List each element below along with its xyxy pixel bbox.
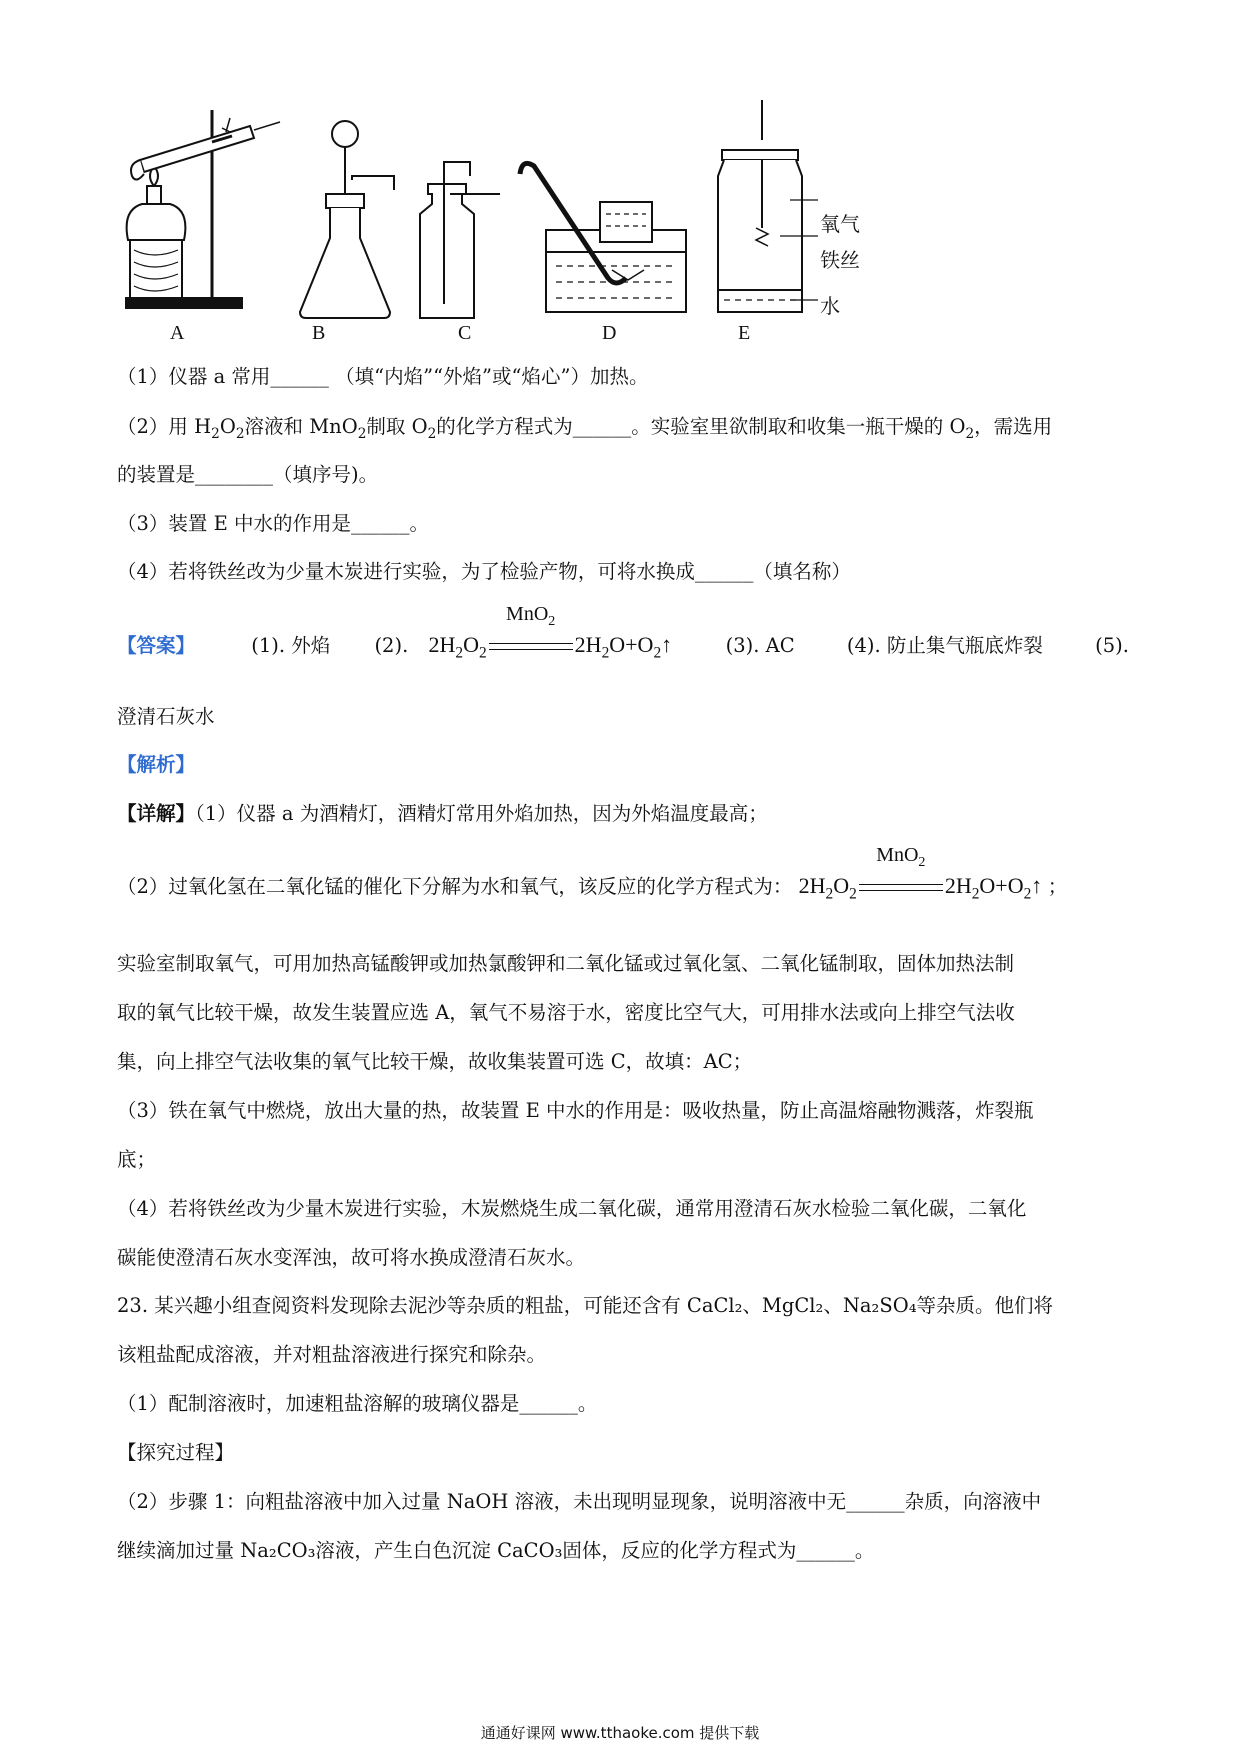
analysis-9: 碳能使澄清石灰水变浑浊，故可将水换成澄清石灰水。 — [117, 1246, 586, 1269]
label-b: B — [312, 322, 326, 344]
label-water: 水 — [820, 294, 840, 318]
footer: 通通好课网 www.tthaoke.com 提供下载 — [480, 1724, 760, 1742]
label-e: E — [738, 322, 751, 344]
label-iron-wire: 铁丝 — [820, 248, 860, 272]
apparatus-d — [520, 163, 686, 312]
label-c: C — [458, 322, 472, 344]
analysis-head: 【解析】 — [117, 753, 196, 776]
label-a: A — [170, 322, 185, 344]
answer-head: 【答案】 — [117, 634, 196, 657]
question-2-line2: 的装置是________（填序号)。 — [117, 463, 379, 486]
analysis-7: 底； — [117, 1148, 157, 1171]
apparatus-c — [420, 162, 500, 318]
q23-line4: 【探究过程】 — [117, 1441, 235, 1464]
question-1: （1）仪器 a 常用______ （填“内焰”“外焰”或“焰心”）加热。 — [117, 365, 649, 388]
analysis-2: （2）过氧化氢在二氧化锰的催化下分解为水和氧气，该反应的化学方程式为： $2H_2O_2$ MnO$_2$ $2H_2O+O_2↑$ ； — [117, 844, 1068, 903]
analysis-8: （4）若将铁丝改为少量木炭进行实验，木炭燃烧生成二氧化碳，通常用澄清石灰水检验二氧化碳，二氧化 — [117, 1197, 1027, 1220]
q23-line3: （1）配制溶液时，加速粗盐溶解的玻璃仪器是______。 — [117, 1392, 598, 1415]
q23-line1: 23. 某兴趣小组查阅资料发现除去泥沙等杂质的粗盐，可能还含有 CaCl₂、MgCl₂、Na₂SO₄等杂质。他们将 — [117, 1294, 1054, 1317]
analysis-1: 【详解】（1）仪器 a 为酒精灯，酒精灯常用外焰加热，因为外焰温度最高； — [117, 802, 768, 825]
apparatus-a — [126, 110, 280, 308]
analysis-6: （3）铁在氧气中燃烧，放出大量的热，故装置 E 中水的作用是：吸收热量，防止高温熔融物溅落，炸裂瓶 — [117, 1099, 1034, 1122]
question-4: （4）若将铁丝改为少量木炭进行实验，为了检验产物，可将水换成______（填名称） — [117, 560, 851, 583]
analysis-3: 实验室制取氧气，可用加热高锰酸钾或加热氯酸钾和二氧化锰或过氧化氢、二氧化锰制取，固体加热法制 — [117, 952, 1015, 975]
q23-line5: （2）步骤 1：向粗盐溶液中加入过量 NaOH 溶液，未出现明显现象，说明溶液中无______杂质，向溶液中 — [117, 1490, 1042, 1513]
answer-line: 【答案】 (1). 外焰 (2). $2H_2O_2$ MnO$_2$ $2H_2O+O_2↑$ (3). AC (4). 防止集气瓶底炸裂 (5). — [117, 603, 1129, 662]
analysis-5: 集，向上排空气法收集的氧气比较干燥，故收集装置可选 C，故填：AC； — [117, 1050, 753, 1073]
apparatus-b — [300, 121, 394, 318]
answer-tail: 澄清石灰水 — [117, 705, 215, 728]
label-oxygen: 氧气 — [820, 212, 860, 236]
q23-line2: 该粗盐配成溶液，并对粗盐溶液进行探究和除杂。 — [117, 1343, 547, 1366]
label-d: D — [602, 322, 617, 344]
apparatus-figure — [0, 90, 1240, 450]
question-3: （3）装置 E 中水的作用是______。 — [117, 512, 430, 535]
question-2-line1: （2）用 $H_2O_2$溶液和 MnO$_2$制取 $O_2$的化学方程式为______。实验室里欲制取和收集一瓶干燥的 $O_2$，需选用 — [117, 415, 1053, 442]
q23-line6: 继续滴加过量 Na₂CO₃溶液，产生白色沉淀 CaCO₃固体，反应的化学方程式为______。 — [117, 1539, 875, 1562]
analysis-4: 取的氧气比较干燥，故发生装置应选 A，氧气不易溶于水，密度比空气大，可用排水法或向上排空气法收 — [117, 1001, 1015, 1024]
apparatus-e — [718, 100, 818, 312]
